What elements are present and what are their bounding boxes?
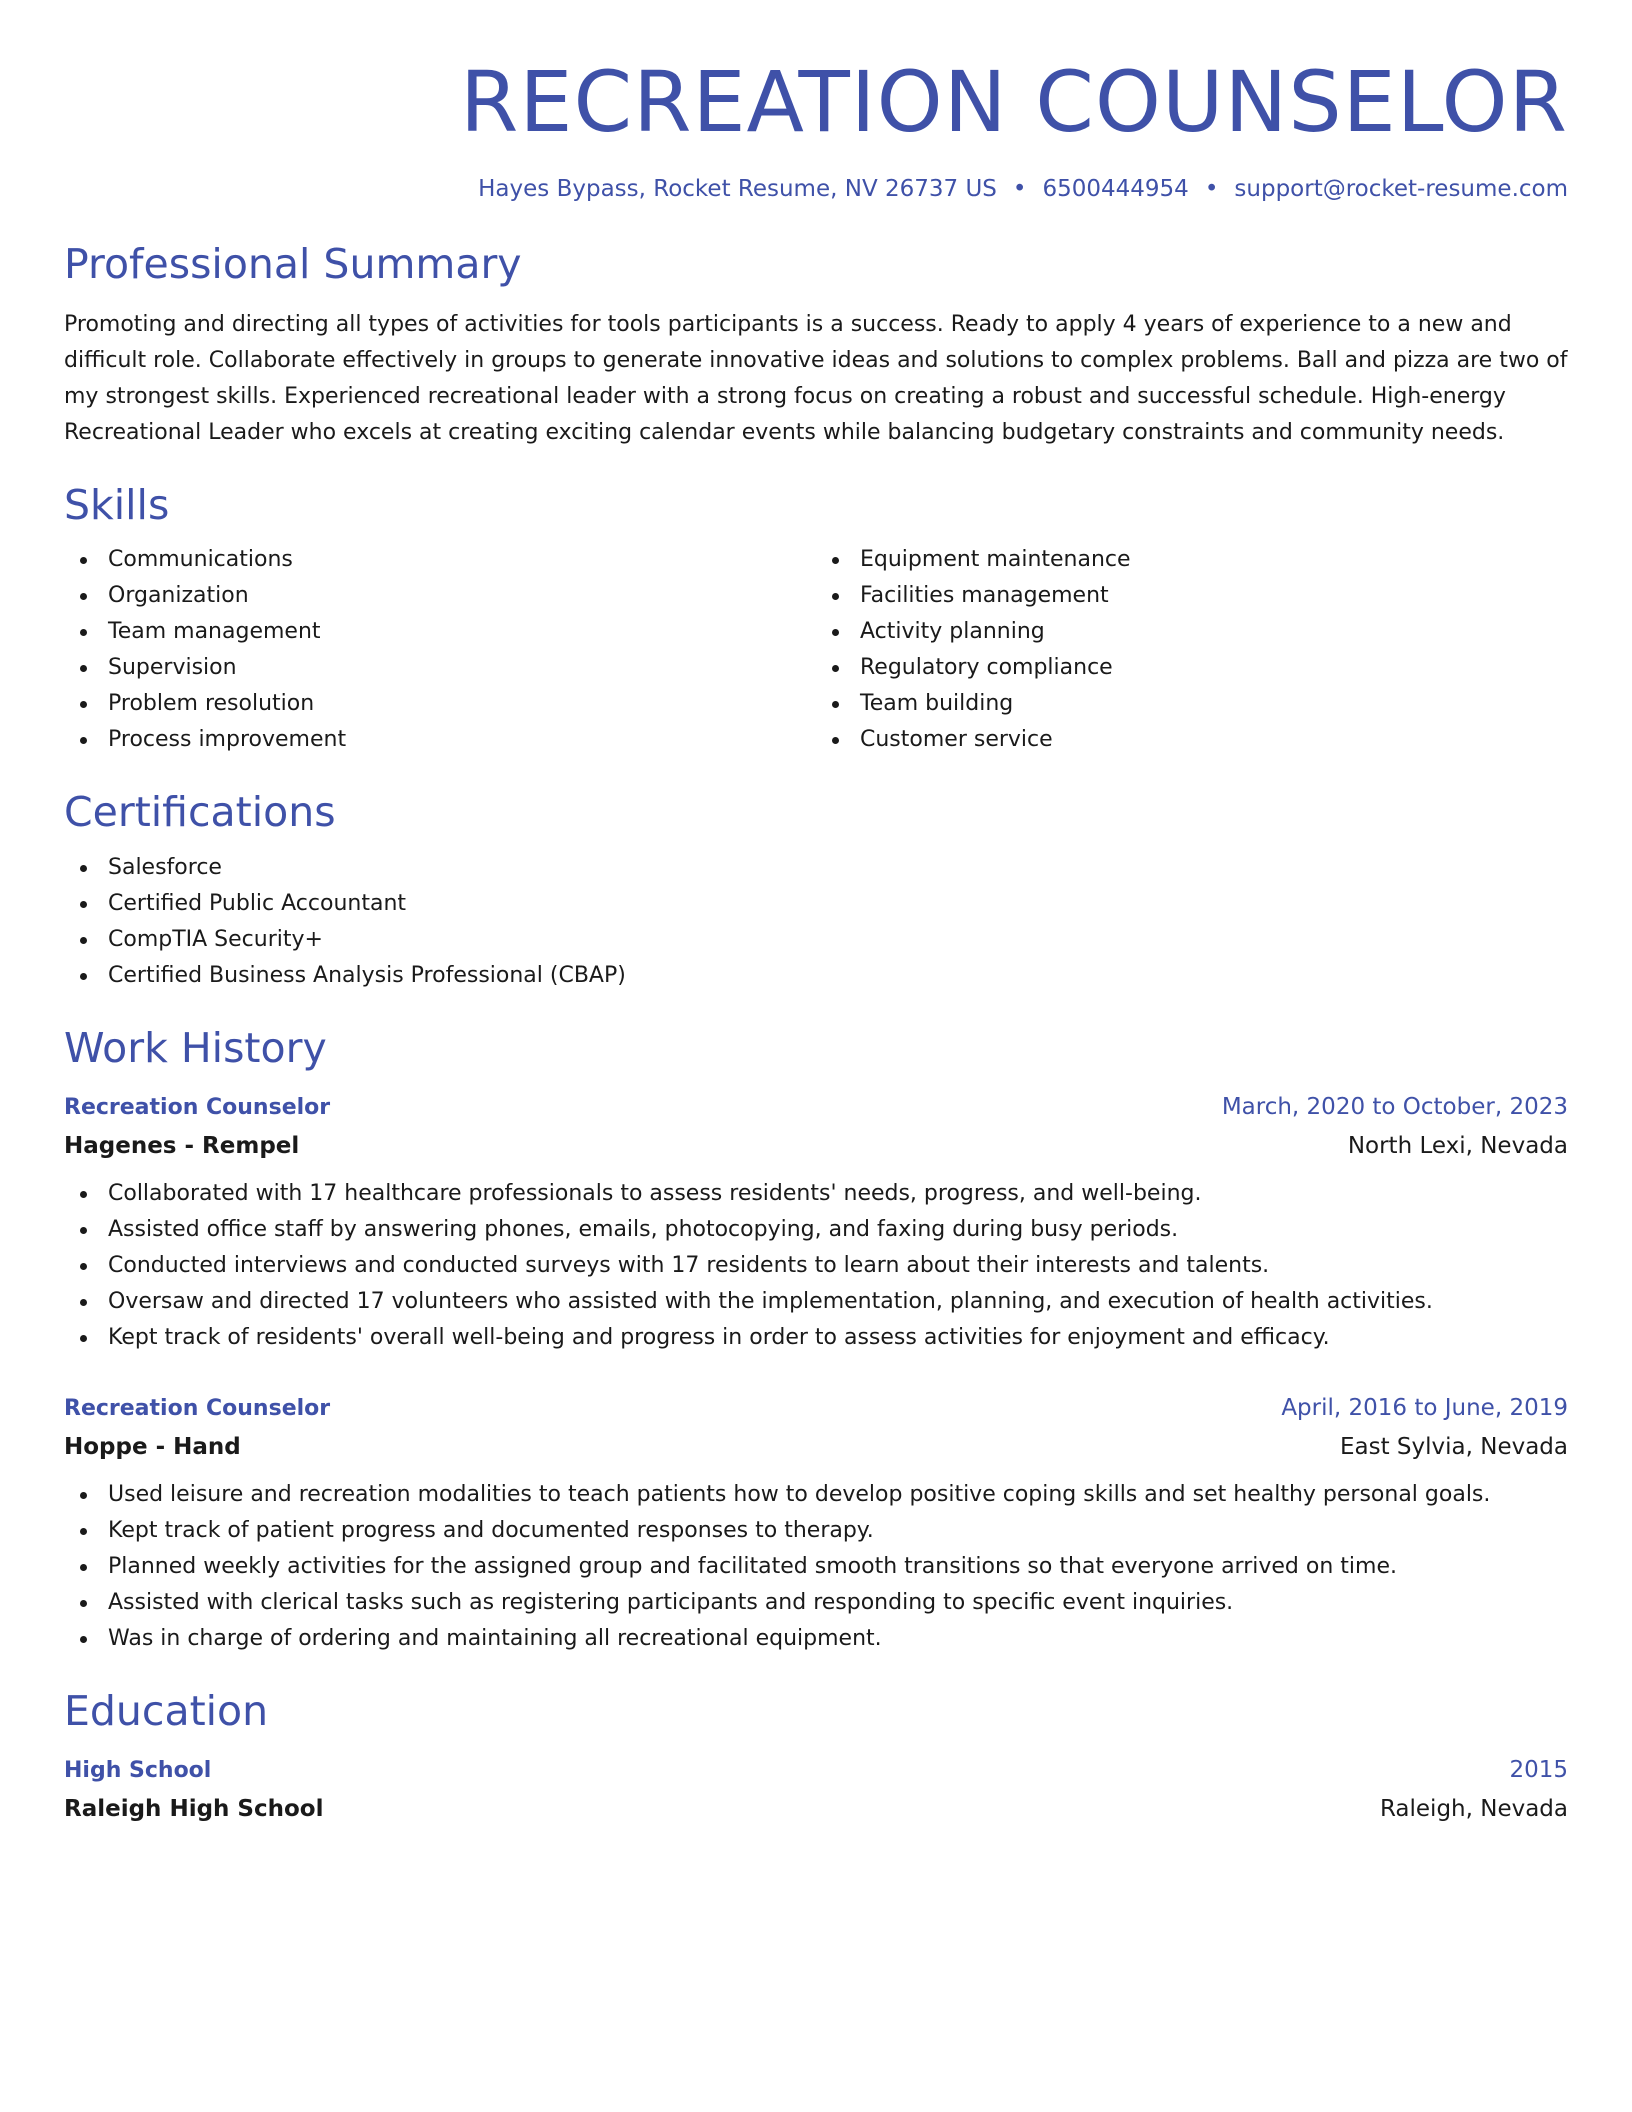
professional-summary-section	[64, 240, 1568, 451]
job-company: Hoppe - Hand	[64, 1433, 241, 1460]
work-history-section	[64, 1024, 1568, 1657]
job-title-row	[64, 1089, 1568, 1126]
job-duties-list	[64, 1176, 1568, 1356]
education-school-row	[64, 1789, 1568, 1829]
skills-grid	[64, 542, 1568, 758]
job-title: Recreation Counselor	[64, 1094, 331, 1120]
skills-column-right	[816, 542, 1568, 758]
certification-item: CompTIA Security+	[64, 922, 1568, 958]
skill-item: Team management	[64, 614, 816, 650]
job-duty: Oversaw and directed 17 volunteers who assisted with the implementation, planning, and execution of health activities.	[64, 1284, 1568, 1320]
section-title-education: Education	[64, 1686, 269, 1735]
skill-item: Activity planning	[816, 614, 1568, 650]
job-entry	[64, 1089, 1568, 1356]
summary-text: Promoting and directing all types of activities for tools participants is a success. Ready to apply 4 years of experience to a new and difficult role. Collaborate effectively in groups to generate innovative ideas and solutions to complex problems. Ball and pizza are two of my strongest skills. Experienced recreational leader with a strong focus on creating a robust and successful schedule. High-energy Recreational Leader who excels at creating exciting calendar events while balancing budgetary constraints and community needs.	[64, 312, 1568, 446]
certification-item: Salesforce	[64, 850, 1568, 886]
skill-item: Process improvement	[64, 722, 816, 758]
section-title-work-history: Work History	[64, 1023, 327, 1072]
job-duty: Collaborated with 17 healthcare professionals to assess residents' needs, progress, and well-being.	[64, 1176, 1568, 1212]
job-dates: April, 2016 to June, 2019	[1281, 1394, 1568, 1421]
job-duty: Assisted with clerical tasks such as registering participants and responding to specific event inquiries.	[64, 1585, 1568, 1621]
skill-item: Communications	[64, 542, 816, 578]
contact-line	[64, 176, 1568, 204]
candidate-name: RECREATION COUNSELOR	[460, 53, 1568, 151]
job-duty: Was in charge of ordering and maintaining all recreational equipment.	[64, 1621, 1568, 1657]
contact-separator: •	[1204, 176, 1219, 203]
resume-header	[64, 53, 1568, 204]
education-degree-row	[64, 1752, 1568, 1789]
job-dates: March, 2020 to October, 2023	[1221, 1093, 1568, 1120]
education-section	[64, 1687, 1568, 1829]
education-degree: High School	[64, 1757, 212, 1783]
job-duty: Planned weekly activities for the assigned group and facilitated smooth transitions so that everyone arrived on time.	[64, 1549, 1568, 1585]
job-duties-list	[64, 1477, 1568, 1657]
skill-item: Customer service	[816, 722, 1568, 758]
skill-item: Regulatory compliance	[816, 650, 1568, 686]
job-title-row	[64, 1390, 1568, 1427]
job-duty: Conducted interviews and conducted surveys with 17 residents to learn about their interests and talents.	[64, 1248, 1568, 1284]
skills-section	[64, 481, 1568, 758]
skills-column-left	[64, 542, 816, 758]
job-duty: Used leisure and recreation modalities to teach patients how to develop positive coping skills and set healthy personal goals.	[64, 1477, 1568, 1513]
contact-address: Hayes Bypass, Rocket Resume, NV 26737 US	[478, 176, 997, 203]
job-company-row	[64, 1427, 1568, 1467]
job-entry	[64, 1390, 1568, 1657]
job-company: Hagenes - Rempel	[64, 1132, 300, 1159]
skill-item: Problem resolution	[64, 686, 816, 722]
skill-item: Facilities management	[816, 578, 1568, 614]
job-location: North Lexi, Nevada	[1347, 1132, 1568, 1159]
section-title-summary: Professional Summary	[64, 239, 522, 288]
contact-email: support@rocket-resume.com	[1234, 176, 1568, 203]
certification-item: Certified Business Analysis Professional (CBAP)	[64, 958, 1568, 994]
contact-phone: 6500444954	[1042, 176, 1189, 203]
skill-item: Team building	[816, 686, 1568, 722]
section-title-skills: Skills	[64, 481, 170, 530]
job-duty: Kept track of residents' overall well-being and progress in order to assess activities for enjoyment and efficacy.	[64, 1320, 1568, 1356]
skill-item: Equipment maintenance	[816, 542, 1568, 578]
job-duty: Kept track of patient progress and documented responses to therapy.	[64, 1513, 1568, 1549]
job-duty: Assisted office staff by answering phones, emails, photocopying, and faxing during busy periods.	[64, 1212, 1568, 1248]
skill-item: Supervision	[64, 650, 816, 686]
certifications-list	[64, 850, 1568, 994]
education-location: Raleigh, Nevada	[1379, 1795, 1568, 1822]
contact-separator: •	[1012, 176, 1027, 203]
job-title: Recreation Counselor	[64, 1395, 331, 1421]
skills-list-right	[816, 542, 1568, 758]
skills-list-left	[64, 542, 816, 758]
skill-item: Organization	[64, 578, 816, 614]
education-year: 2015	[1509, 1756, 1568, 1783]
certification-item: Certified Public Accountant	[64, 886, 1568, 922]
section-title-certifications: Certifications	[64, 788, 336, 837]
certifications-section	[64, 788, 1568, 993]
education-entry	[64, 1752, 1568, 1829]
education-school: Raleigh High School	[64, 1795, 324, 1822]
job-company-row	[64, 1126, 1568, 1166]
job-location: East Sylvia, Nevada	[1339, 1433, 1568, 1460]
